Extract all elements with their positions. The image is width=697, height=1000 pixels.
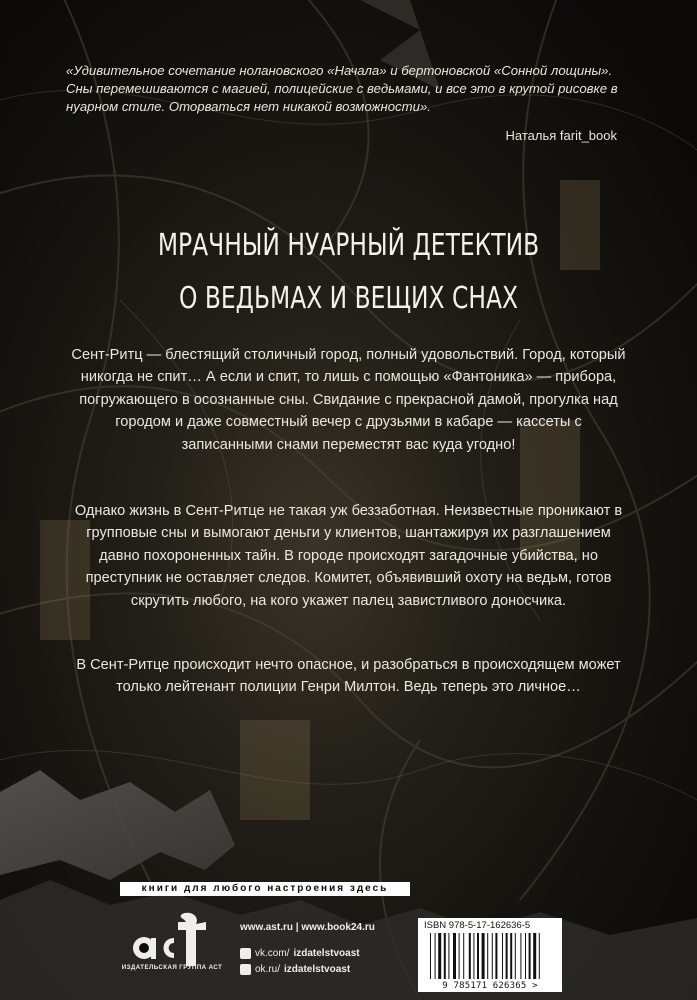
ok-icon xyxy=(240,964,251,975)
barcode-bar xyxy=(482,933,485,979)
barcode-bar xyxy=(506,933,508,979)
vk-link[interactable] xyxy=(240,948,360,959)
barcode-bar xyxy=(469,933,471,979)
ok-link[interactable] xyxy=(240,964,350,975)
barcode-bar xyxy=(473,933,474,979)
barcode-bar xyxy=(477,933,479,979)
barcode-digits: 9 785171 626365 > xyxy=(442,981,538,991)
barcode-bar xyxy=(487,933,488,979)
review-author: Наталья farit_book xyxy=(505,128,617,143)
description-paragraph-3: В Сент-Ритце происходит нечто опасное, и разобраться в происходящем может только лейтенант полиции Генри Милтон. Ведь теперь это личное… xyxy=(76,657,621,696)
barcode-bar xyxy=(502,933,503,979)
barcode-bar xyxy=(448,933,449,979)
vk-handle: izdatelstvoast xyxy=(293,948,360,959)
barcode-bar xyxy=(459,933,460,979)
barcode-bar xyxy=(539,933,540,979)
barcode-bar xyxy=(520,933,521,979)
headline-line-2: О ВЕДЬМАХ И ВЕЩИХ СНАХ xyxy=(178,281,519,316)
barcode-bar xyxy=(533,933,536,979)
ast-logo xyxy=(130,910,214,970)
barcode-bar xyxy=(438,933,441,979)
description-paragraph-2: Однако жизнь в Сент-Ритце не такая уж беззаботная. Неизвестные проникают в групповые сны и вымогают деньги у клиентов, шантажируя их разглашением давно похороненных тайн. В городе происходят загадочные убийства, но преступник не оставляет следов. Комитет, объявивший охоту на ведьм, готов скрутить любого, на кого укажет палец завистливого доносчика. xyxy=(74,503,623,609)
ok-handle: izdatelstvoast xyxy=(284,964,351,975)
barcode-bar xyxy=(463,933,464,979)
ok-prefix: ok.ru/ xyxy=(255,964,281,975)
barcode-panel xyxy=(418,918,562,992)
barcode-bar xyxy=(529,933,531,979)
barcode-bar xyxy=(525,933,526,979)
barcode-bar xyxy=(510,933,512,979)
isbn-number: ISBN 978-5-17-162636-5 xyxy=(424,920,531,931)
publisher-name: ИЗДАТЕЛЬСКАЯ ГРУППА АСТ xyxy=(121,964,223,971)
publisher-links[interactable]: www.ast.ru | www.book24.ru xyxy=(240,922,375,933)
barcode-bar xyxy=(435,933,436,979)
barcode-bar xyxy=(453,933,456,979)
barcode-bar xyxy=(430,933,431,979)
vk-icon xyxy=(240,948,251,959)
headline-line-1: МРАЧНЫЙ НУАРНЫЙ ДЕТЕКТИВ xyxy=(157,228,540,263)
publisher-tagline: книги для любого настроения здесь xyxy=(120,882,410,896)
vk-prefix: vk.com/ xyxy=(255,948,290,959)
barcode-bar xyxy=(492,933,493,979)
review-quote: «Удивительное сочетание нолановского «Начала» и бертоновской «Сонной лощины». Сны перемешиваются с магией, полицейские с ведьмами, и все это в крутой рисовке в нуарном стиле. Оторваться нет никакой возможности». xyxy=(66,63,618,114)
barcode-bar xyxy=(515,933,516,979)
barcode-bar xyxy=(495,933,497,979)
description-paragraph-1: Сент-Ритц — блестящий столичный город, полный удовольствий. Город, который никогда не спит… А если и спит, то лишь с помощью «Фантоника» — прибора, погружающего в осознанные сны. Свидание с прекрасной дамой, прогулка над городом и даже совместный вечер с друзьями в кабаре — кассеты с записанными снами переместят вас куда угодно! xyxy=(71,347,626,453)
barcode-bar xyxy=(444,933,446,979)
